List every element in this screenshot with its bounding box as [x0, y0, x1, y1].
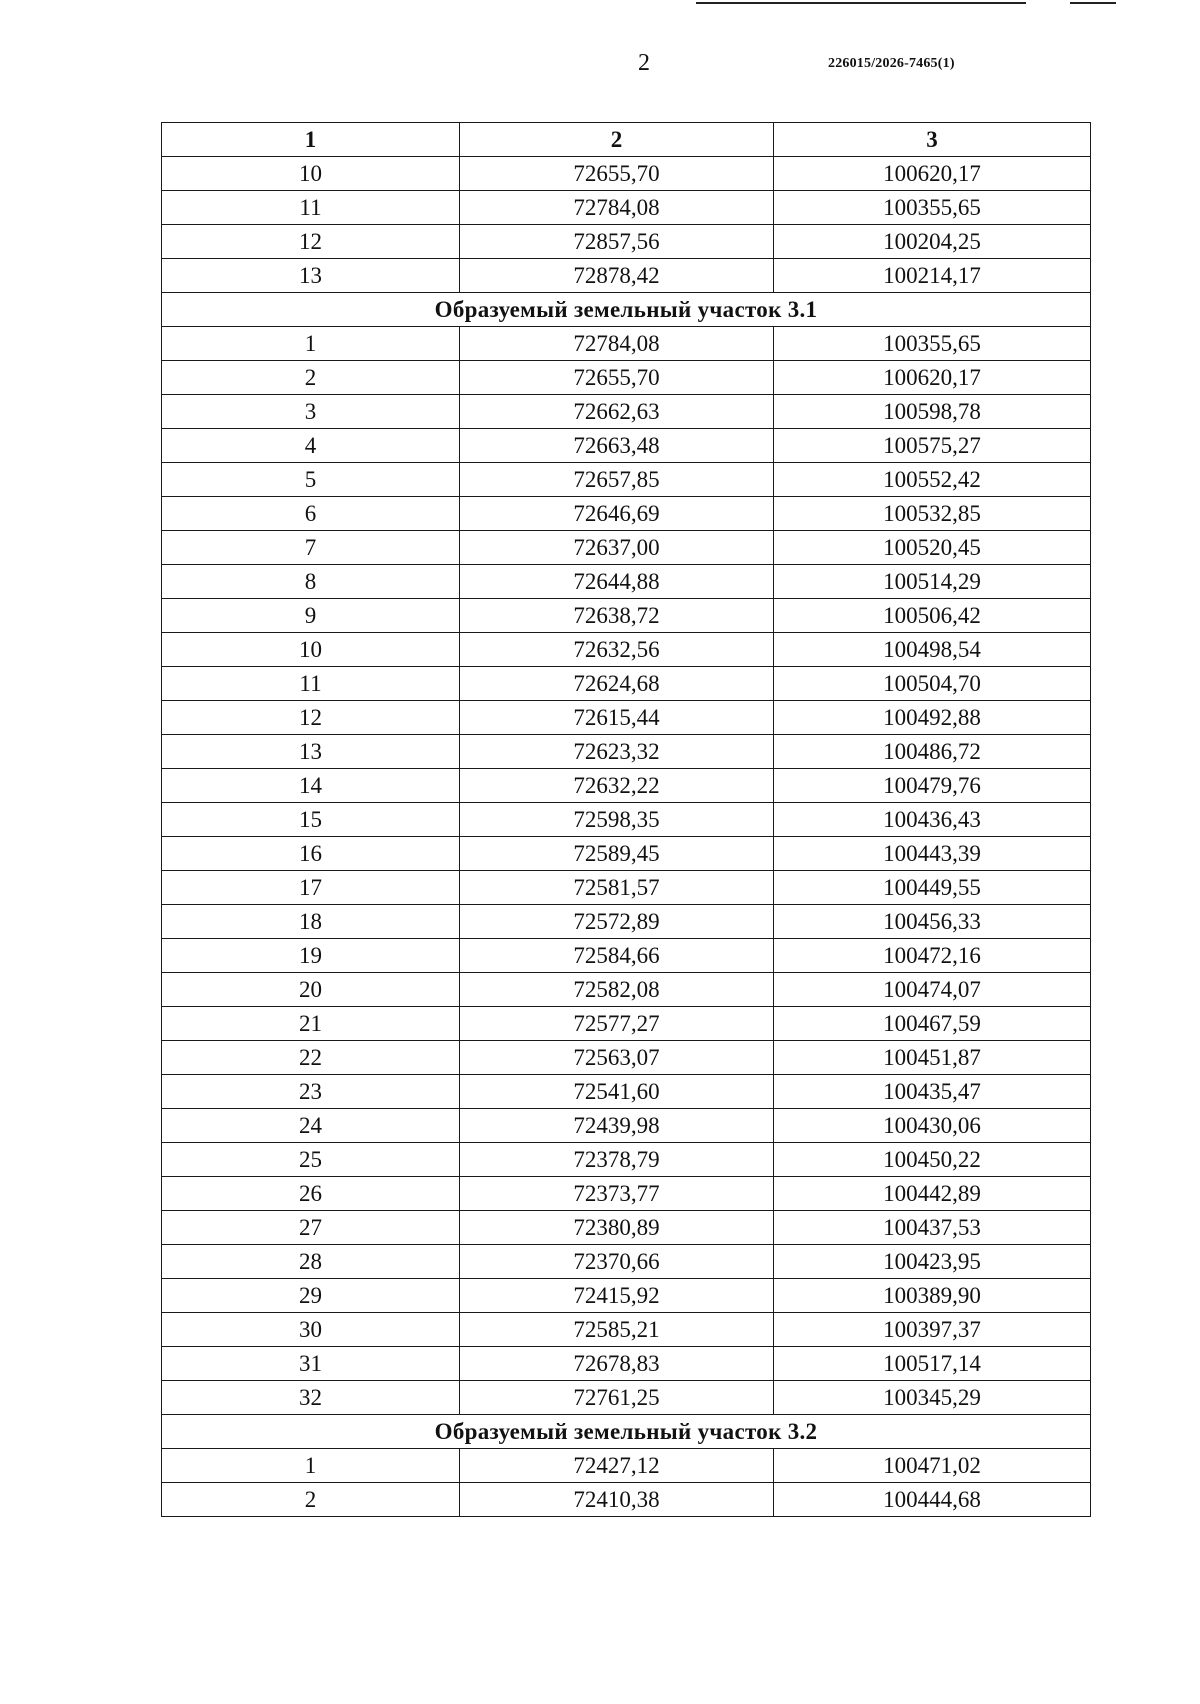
- x-coordinate-cell: 72584,66: [460, 939, 774, 973]
- x-coordinate-cell: 72577,27: [460, 1007, 774, 1041]
- table-row: [162, 1007, 1091, 1041]
- table-row: [162, 667, 1091, 701]
- point-number-cell: 10: [162, 157, 460, 191]
- y-coordinate-cell: 100437,53: [774, 1211, 1091, 1245]
- table-row: [162, 1347, 1091, 1381]
- x-coordinate-cell: 72378,79: [460, 1143, 774, 1177]
- table-row: [162, 871, 1091, 905]
- table-body: [162, 157, 1091, 1517]
- y-coordinate-cell: 100506,42: [774, 599, 1091, 633]
- x-coordinate-cell: 72572,89: [460, 905, 774, 939]
- table-row: [162, 1075, 1091, 1109]
- x-coordinate-cell: 72678,83: [460, 1347, 774, 1381]
- x-coordinate-cell: 72644,88: [460, 565, 774, 599]
- y-coordinate-cell: 100449,55: [774, 871, 1091, 905]
- y-coordinate-cell: 100575,27: [774, 429, 1091, 463]
- y-coordinate-cell: 100204,25: [774, 225, 1091, 259]
- point-number-cell: 23: [162, 1075, 460, 1109]
- table-row: [162, 361, 1091, 395]
- point-number-cell: 11: [162, 191, 460, 225]
- point-number-cell: 24: [162, 1109, 460, 1143]
- point-number-cell: 8: [162, 565, 460, 599]
- y-coordinate-cell: 100552,42: [774, 463, 1091, 497]
- y-coordinate-cell: 100444,68: [774, 1483, 1091, 1517]
- x-coordinate-cell: 72615,44: [460, 701, 774, 735]
- table-row: [162, 633, 1091, 667]
- y-coordinate-cell: 100355,65: [774, 327, 1091, 361]
- y-coordinate-cell: 100355,65: [774, 191, 1091, 225]
- table-row: [162, 1211, 1091, 1245]
- point-number-cell: 18: [162, 905, 460, 939]
- point-number-cell: 2: [162, 361, 460, 395]
- y-coordinate-cell: 100456,33: [774, 905, 1091, 939]
- point-number-cell: 17: [162, 871, 460, 905]
- table-row: [162, 735, 1091, 769]
- section-title: Образуемый земельный участок 3.1: [162, 293, 1091, 327]
- x-coordinate-cell: 72439,98: [460, 1109, 774, 1143]
- table-row: [162, 1483, 1091, 1517]
- table-row: [162, 1041, 1091, 1075]
- x-coordinate-cell: 72784,08: [460, 327, 774, 361]
- point-number-cell: 30: [162, 1313, 460, 1347]
- y-coordinate-cell: 100486,72: [774, 735, 1091, 769]
- table-row: [162, 1313, 1091, 1347]
- table-row: [162, 395, 1091, 429]
- x-coordinate-cell: 72598,35: [460, 803, 774, 837]
- document-code: 226015/2026-7465(1): [828, 56, 955, 71]
- x-coordinate-cell: 72761,25: [460, 1381, 774, 1415]
- table-row: [162, 837, 1091, 871]
- point-number-cell: 28: [162, 1245, 460, 1279]
- x-coordinate-cell: 72857,56: [460, 225, 774, 259]
- column-header-number: 1: [162, 123, 460, 157]
- x-coordinate-cell: 72878,42: [460, 259, 774, 293]
- y-coordinate-cell: 100474,07: [774, 973, 1091, 1007]
- point-number-cell: 13: [162, 259, 460, 293]
- table-row: [162, 701, 1091, 735]
- x-coordinate-cell: 72624,68: [460, 667, 774, 701]
- header-rule: [696, 2, 1026, 4]
- point-number-cell: 6: [162, 497, 460, 531]
- column-header-x: 2: [460, 123, 774, 157]
- point-number-cell: 26: [162, 1177, 460, 1211]
- y-coordinate-cell: 100451,87: [774, 1041, 1091, 1075]
- table-row: [162, 225, 1091, 259]
- section-header-3-1: [162, 293, 1091, 327]
- table-row: [162, 157, 1091, 191]
- table-row: [162, 1177, 1091, 1211]
- y-coordinate-cell: 100471,02: [774, 1449, 1091, 1483]
- point-number-cell: 21: [162, 1007, 460, 1041]
- table-row: [162, 973, 1091, 1007]
- y-coordinate-cell: 100443,39: [774, 837, 1091, 871]
- y-coordinate-cell: 100492,88: [774, 701, 1091, 735]
- point-number-cell: 32: [162, 1381, 460, 1415]
- x-coordinate-cell: 72410,38: [460, 1483, 774, 1517]
- section-header-3-2: [162, 1415, 1091, 1449]
- x-coordinate-cell: 72563,07: [460, 1041, 774, 1075]
- table-row: [162, 1279, 1091, 1313]
- table-row: [162, 429, 1091, 463]
- y-coordinate-cell: 100436,43: [774, 803, 1091, 837]
- y-coordinate-cell: 100532,85: [774, 497, 1091, 531]
- point-number-cell: 1: [162, 327, 460, 361]
- y-coordinate-cell: 100214,17: [774, 259, 1091, 293]
- x-coordinate-cell: 72585,21: [460, 1313, 774, 1347]
- point-number-cell: 25: [162, 1143, 460, 1177]
- x-coordinate-cell: 72655,70: [460, 361, 774, 395]
- x-coordinate-cell: 72637,00: [460, 531, 774, 565]
- table-row: [162, 259, 1091, 293]
- point-number-cell: 22: [162, 1041, 460, 1075]
- x-coordinate-cell: 72541,60: [460, 1075, 774, 1109]
- y-coordinate-cell: 100520,45: [774, 531, 1091, 565]
- x-coordinate-cell: 72370,66: [460, 1245, 774, 1279]
- y-coordinate-cell: 100472,16: [774, 939, 1091, 973]
- x-coordinate-cell: 72662,63: [460, 395, 774, 429]
- y-coordinate-cell: 100598,78: [774, 395, 1091, 429]
- point-number-cell: 16: [162, 837, 460, 871]
- point-number-cell: 15: [162, 803, 460, 837]
- y-coordinate-cell: 100345,29: [774, 1381, 1091, 1415]
- table-row: [162, 939, 1091, 973]
- column-header-y: 3: [774, 123, 1091, 157]
- table-row: [162, 905, 1091, 939]
- point-number-cell: 27: [162, 1211, 460, 1245]
- point-number-cell: 10: [162, 633, 460, 667]
- point-number-cell: 12: [162, 701, 460, 735]
- y-coordinate-cell: 100514,29: [774, 565, 1091, 599]
- table-row: [162, 191, 1091, 225]
- x-coordinate-cell: 72655,70: [460, 157, 774, 191]
- point-number-cell: 1: [162, 1449, 460, 1483]
- point-number-cell: 20: [162, 973, 460, 1007]
- x-coordinate-cell: 72427,12: [460, 1449, 774, 1483]
- point-number-cell: 13: [162, 735, 460, 769]
- point-number-cell: 2: [162, 1483, 460, 1517]
- point-number-cell: 11: [162, 667, 460, 701]
- x-coordinate-cell: 72623,32: [460, 735, 774, 769]
- table-row: [162, 769, 1091, 803]
- table-header-row: [162, 123, 1091, 157]
- table-row: [162, 803, 1091, 837]
- x-coordinate-cell: 72784,08: [460, 191, 774, 225]
- page-number: 2: [638, 50, 650, 76]
- table-row: [162, 497, 1091, 531]
- y-coordinate-cell: 100467,59: [774, 1007, 1091, 1041]
- section-title: Образуемый земельный участок 3.2: [162, 1415, 1091, 1449]
- coordinates-table: [161, 122, 1091, 1517]
- x-coordinate-cell: 72415,92: [460, 1279, 774, 1313]
- point-number-cell: 29: [162, 1279, 460, 1313]
- point-number-cell: 7: [162, 531, 460, 565]
- x-coordinate-cell: 72581,57: [460, 871, 774, 905]
- point-number-cell: 14: [162, 769, 460, 803]
- point-number-cell: 9: [162, 599, 460, 633]
- table-row: [162, 1449, 1091, 1483]
- table-row: [162, 599, 1091, 633]
- y-coordinate-cell: 100389,90: [774, 1279, 1091, 1313]
- x-coordinate-cell: 72638,72: [460, 599, 774, 633]
- y-coordinate-cell: 100517,14: [774, 1347, 1091, 1381]
- header-rule-short: [1070, 2, 1116, 4]
- table-row: [162, 1381, 1091, 1415]
- x-coordinate-cell: 72657,85: [460, 463, 774, 497]
- y-coordinate-cell: 100442,89: [774, 1177, 1091, 1211]
- y-coordinate-cell: 100498,54: [774, 633, 1091, 667]
- table-row: [162, 565, 1091, 599]
- point-number-cell: 31: [162, 1347, 460, 1381]
- x-coordinate-cell: 72646,69: [460, 497, 774, 531]
- y-coordinate-cell: 100423,95: [774, 1245, 1091, 1279]
- point-number-cell: 5: [162, 463, 460, 497]
- y-coordinate-cell: 100435,47: [774, 1075, 1091, 1109]
- x-coordinate-cell: 72632,56: [460, 633, 774, 667]
- point-number-cell: 4: [162, 429, 460, 463]
- x-coordinate-cell: 72373,77: [460, 1177, 774, 1211]
- y-coordinate-cell: 100620,17: [774, 361, 1091, 395]
- point-number-cell: 19: [162, 939, 460, 973]
- table-row: [162, 1143, 1091, 1177]
- y-coordinate-cell: 100450,22: [774, 1143, 1091, 1177]
- table-row: [162, 1109, 1091, 1143]
- x-coordinate-cell: 72632,22: [460, 769, 774, 803]
- point-number-cell: 3: [162, 395, 460, 429]
- y-coordinate-cell: 100397,37: [774, 1313, 1091, 1347]
- y-coordinate-cell: 100620,17: [774, 157, 1091, 191]
- x-coordinate-cell: 72589,45: [460, 837, 774, 871]
- y-coordinate-cell: 100430,06: [774, 1109, 1091, 1143]
- y-coordinate-cell: 100479,76: [774, 769, 1091, 803]
- table-row: [162, 531, 1091, 565]
- table-row: [162, 327, 1091, 361]
- point-number-cell: 12: [162, 225, 460, 259]
- x-coordinate-cell: 72582,08: [460, 973, 774, 1007]
- table-row: [162, 1245, 1091, 1279]
- x-coordinate-cell: 72663,48: [460, 429, 774, 463]
- table-row: [162, 463, 1091, 497]
- x-coordinate-cell: 72380,89: [460, 1211, 774, 1245]
- y-coordinate-cell: 100504,70: [774, 667, 1091, 701]
